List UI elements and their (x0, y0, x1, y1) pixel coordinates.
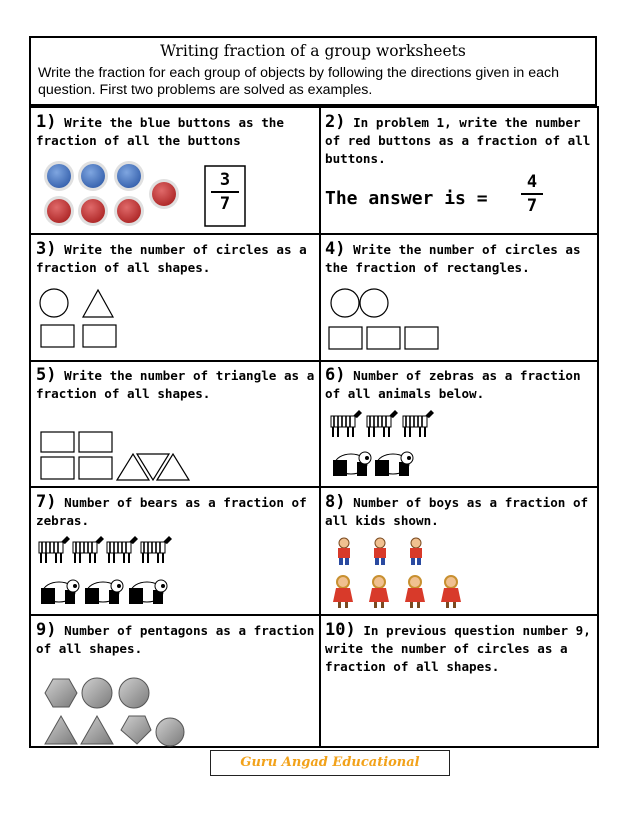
question-number: 7) (36, 492, 57, 512)
question-text: Number of bears as a fraction of zebras. (36, 495, 307, 528)
question-text: In previous question number 9, write the number of circles as a fraction of all shapes. (325, 623, 591, 674)
panda-icon (129, 580, 167, 604)
question-text: Write the number of circles as the fraction of rectangles. (325, 242, 581, 275)
rectangle-shape (367, 327, 400, 349)
zebra-icon (141, 536, 172, 563)
question-text: Number of pentagons as a fraction of all shapes. (36, 623, 315, 656)
buttons-illustration (31, 108, 231, 233)
fraction-numerator: 3 (219, 170, 231, 190)
red-button-icon (78, 196, 108, 226)
circle-shape (156, 718, 184, 746)
girl-icon (333, 576, 353, 608)
q9-shapes (31, 616, 311, 750)
zebra-icon (39, 536, 70, 563)
question-number: 5) (36, 365, 57, 385)
circle-shape (331, 289, 359, 317)
circle-shape (40, 289, 68, 317)
question-number: 8) (325, 492, 346, 512)
question-number: 9) (36, 620, 57, 640)
rectangle-shape (79, 432, 112, 452)
triangle-shape (81, 716, 113, 744)
red-button-icon (149, 179, 179, 209)
fraction-denominator: 7 (526, 196, 538, 216)
question-text: In problem 1, write the number of red buttons as a fraction of all buttons. (325, 115, 591, 166)
girl-icon (441, 576, 461, 608)
question-text: Write the number of triangle as a fraction of all shapes. (36, 368, 315, 401)
circle-shape (119, 678, 149, 708)
girl-icon (369, 576, 389, 608)
question-2 (325, 113, 597, 168)
triangle-shape (45, 716, 77, 744)
q7-animals (31, 488, 311, 613)
fraction-bar (521, 193, 543, 195)
q2-answer-fraction (521, 172, 543, 216)
question-text: Number of boys as a fraction of all kids shown. (325, 495, 589, 528)
rectangle-shape (83, 325, 116, 347)
question-number: 4) (325, 239, 346, 259)
triangle-shape (137, 454, 169, 480)
fraction-numerator: 4 (526, 172, 538, 192)
fraction-bar (211, 191, 239, 193)
boy-icon (374, 538, 386, 565)
question-10 (325, 621, 597, 676)
red-button-icon (114, 196, 144, 226)
publisher-footer: Guru Angad Educational (210, 750, 450, 776)
blue-button-icon (78, 161, 108, 191)
worksheet-header (29, 36, 597, 106)
question-number: 3) (36, 239, 57, 259)
triangle-shape (117, 454, 149, 480)
rectangle-shape (405, 327, 438, 349)
panda-icon (85, 580, 123, 604)
question-text: Write the blue buttons as the fraction of all the buttons (36, 115, 284, 148)
q2-answer-label: The answer is = (325, 188, 488, 209)
blue-button-icon (44, 161, 74, 191)
pentagon-shape (121, 716, 151, 744)
q3-shapes (31, 235, 311, 360)
fraction-denominator: 7 (219, 194, 231, 214)
zebra-icon (107, 536, 138, 563)
worksheet-instructions: Write the fraction for each group of objects by following the directions given in each question. First two problems are solved as examples. (38, 65, 560, 98)
q8-kids (321, 488, 601, 613)
q6-animals (321, 362, 601, 487)
zebra-icon (367, 410, 398, 437)
q5-shapes (31, 362, 311, 487)
question-number: 6) (325, 365, 346, 385)
girl-icon (405, 576, 425, 608)
question-number: 10) (325, 620, 356, 640)
question-number: 2) (325, 112, 346, 132)
panda-icon (333, 452, 371, 476)
red-button-icon (44, 196, 74, 226)
panda-icon (41, 580, 79, 604)
hexagon-shape (45, 679, 77, 707)
q4-shapes (321, 235, 601, 360)
triangle-shape (83, 290, 113, 317)
zebra-icon (331, 410, 362, 437)
triangle-shape (157, 454, 189, 480)
worksheet-title: Writing fraction of a group worksheets (160, 42, 466, 60)
questions-grid (29, 106, 599, 748)
question-number: 1) (36, 112, 57, 132)
question-text: Write the number of circles as a fraction of all shapes. (36, 242, 307, 275)
rectangle-shape (329, 327, 362, 349)
rectangle-shape (41, 325, 74, 347)
boy-icon (410, 538, 422, 565)
rectangle-shape (79, 457, 112, 479)
question-text: Number of zebras as a fraction of all animals below. (325, 368, 581, 401)
zebra-icon (403, 410, 434, 437)
circle-shape (360, 289, 388, 317)
circle-shape (82, 678, 112, 708)
zebra-icon (73, 536, 104, 563)
q1-answer-fraction (211, 170, 239, 214)
rectangle-shape (41, 457, 74, 479)
panda-icon (375, 452, 413, 476)
rectangle-shape (41, 432, 74, 452)
blue-button-icon (114, 161, 144, 191)
boy-icon (338, 538, 350, 565)
